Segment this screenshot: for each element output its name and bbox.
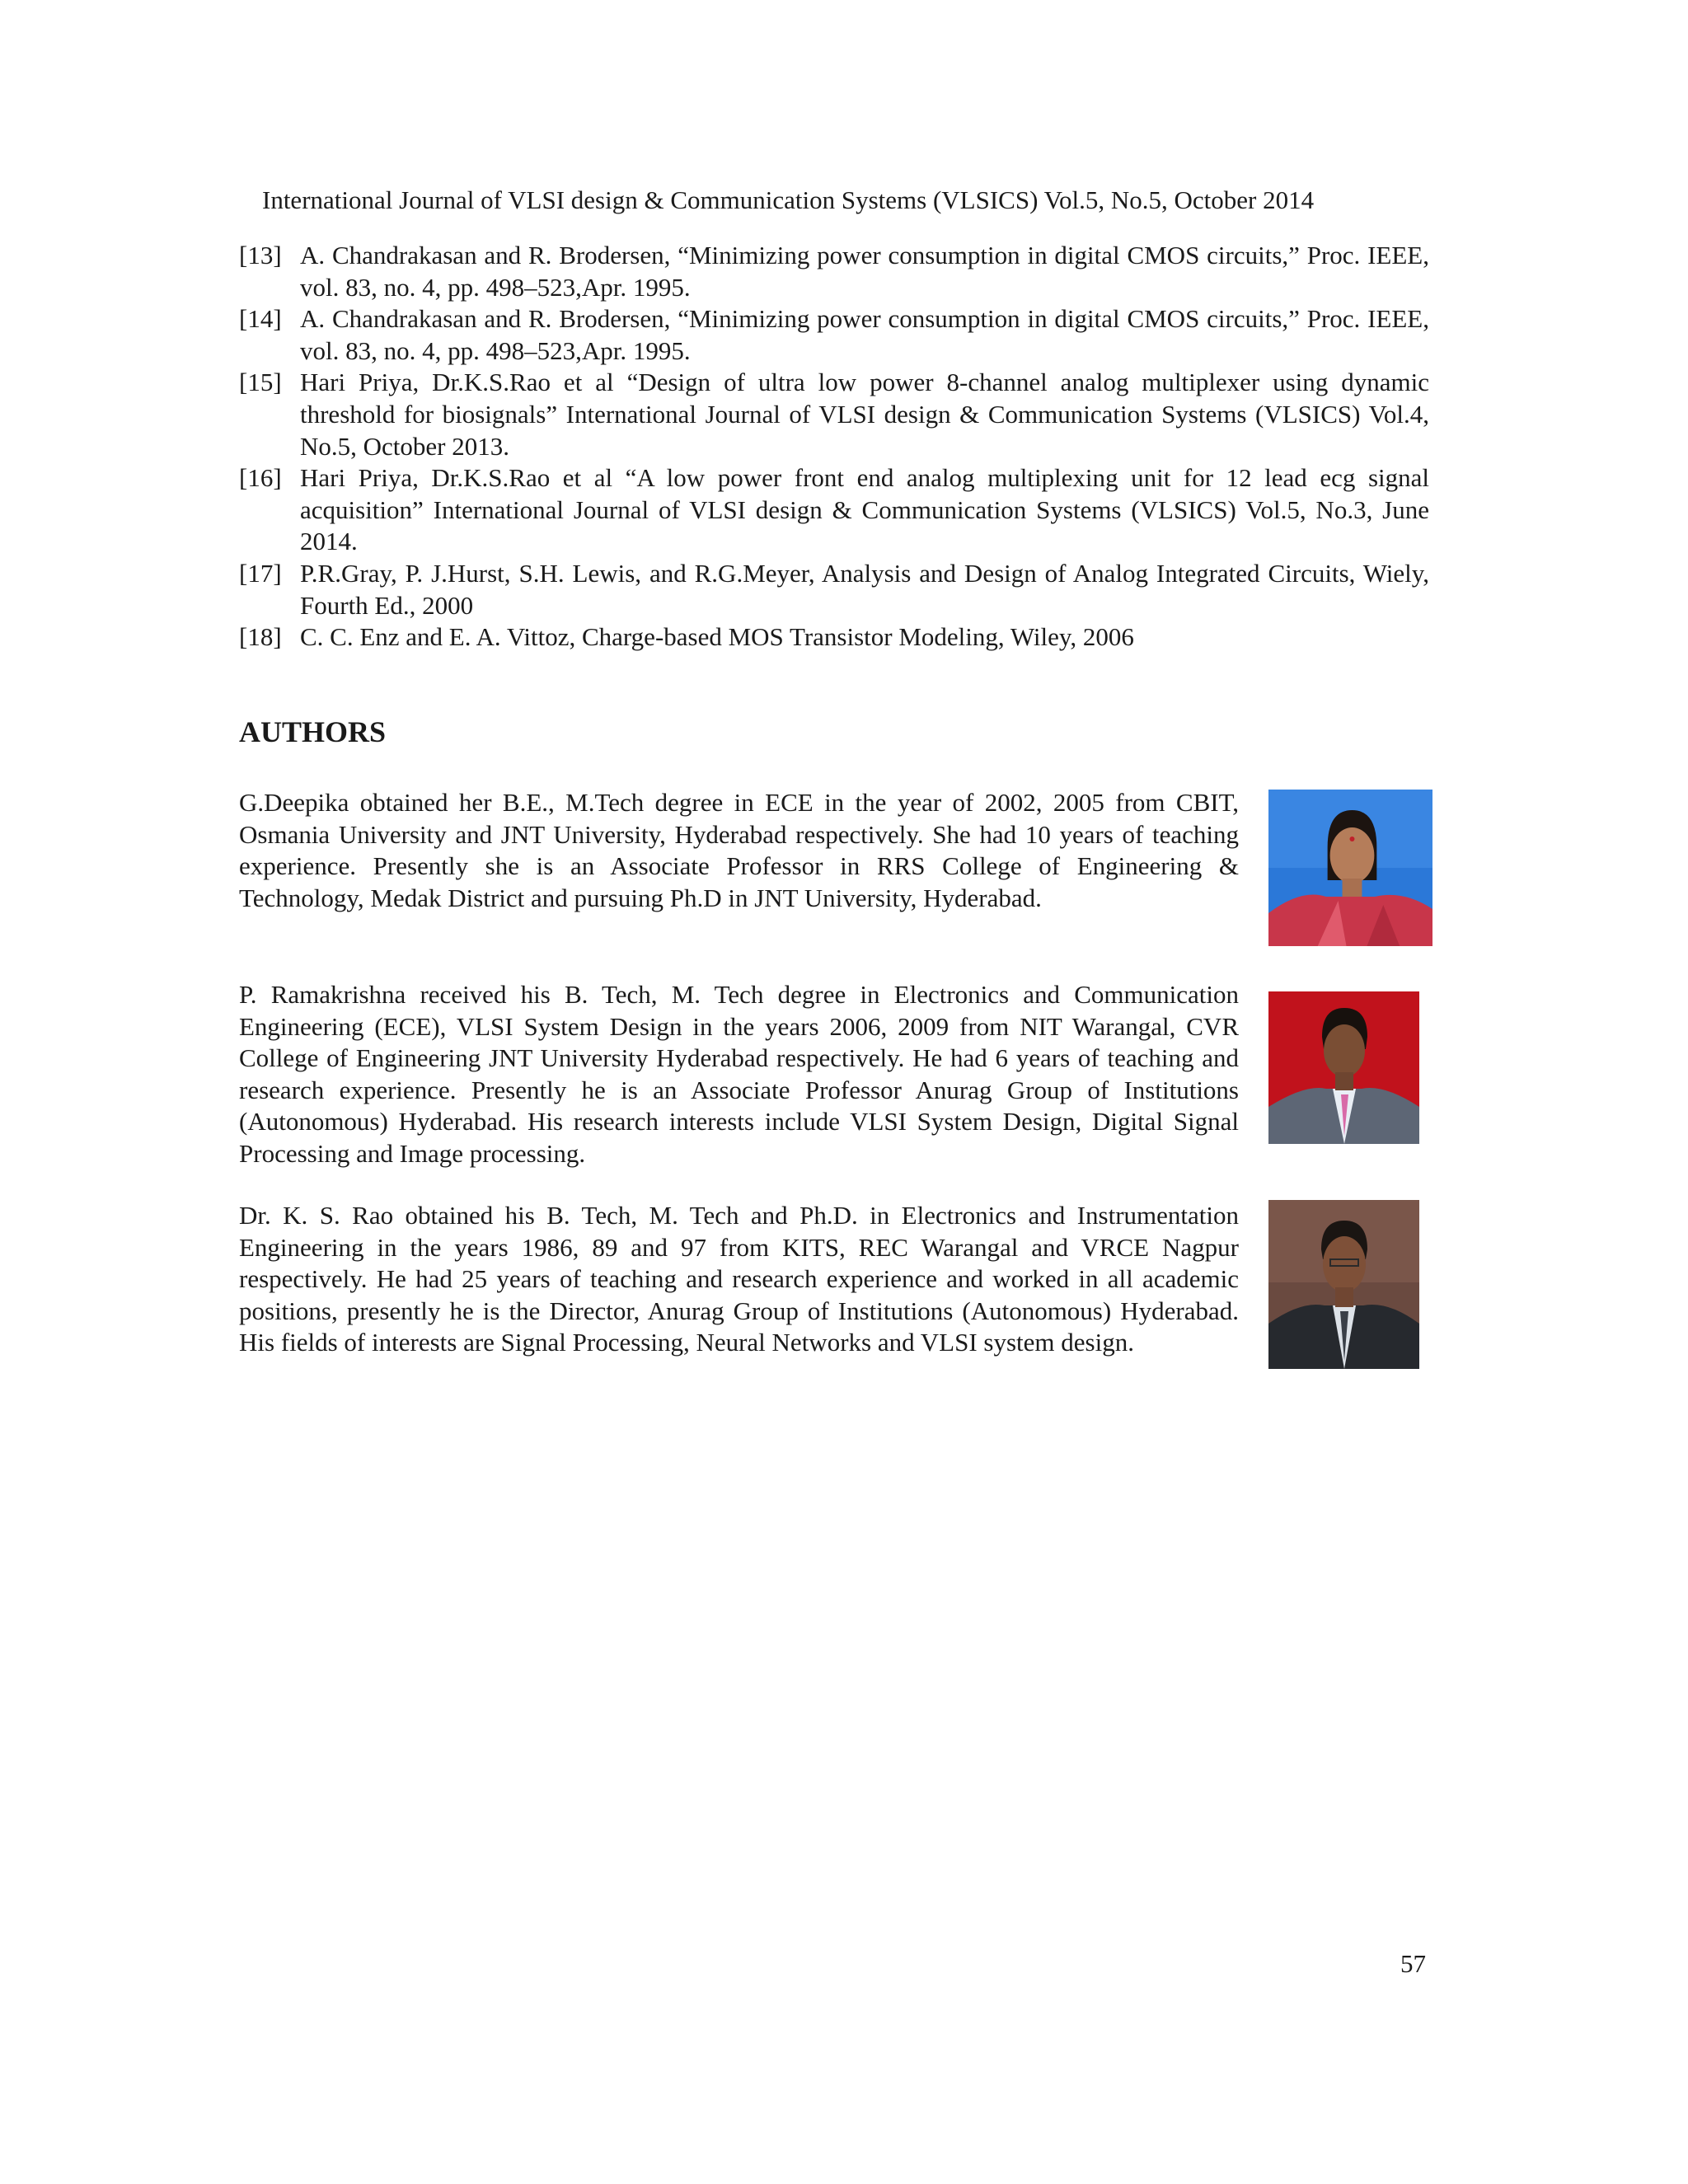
reference-item bbox=[239, 367, 1429, 462]
reference-item bbox=[239, 303, 1429, 367]
author-photo-ramakrishna bbox=[1268, 991, 1419, 1144]
reference-number: [15] bbox=[239, 368, 282, 397]
reference-number: [17] bbox=[239, 558, 282, 588]
reference-text: A. Chandrakasan and R. Brodersen, “Minimizing power consumption in digital CMOS circuits,” Proc. IEEE, vol. 83, no. 4, pp. 498–523,Apr. 1995. bbox=[300, 241, 1429, 302]
author-bio-deepika: G.Deepika obtained her B.E., M.Tech degree in ECE in the year of 2002, 2005 from CBIT, Osmania University and JNT University, Hyderabad respectively. She had 10 years of teaching experience. Presently she is an Associate Professor in RRS College of Engineering & Technology, Medak District and pursuing Ph.D in JNT University, Hyderabad. bbox=[239, 788, 1239, 912]
author-bio-rao: Dr. K. S. Rao obtained his B. Tech, M. Tech and Ph.D. in Electronics and Instrumentation Engineering in the years 1986, 89 and 97 from KITS, REC Warangal and VRCE Nagpur respectively. He had 25 years of teaching and research experience and worked in all academic positions, presently he is the Director, Anurag Group of Institutions (Autonomous) Hyderabad. His fields of interests are Signal Processing, Neural Networks and VLSI system design. bbox=[239, 1201, 1239, 1357]
reference-text: C. C. Enz and E. A. Vittoz, Charge-based MOS Transistor Modeling, Wiley, 2006 bbox=[300, 622, 1134, 652]
authors-heading: AUTHORS bbox=[239, 715, 387, 748]
reference-number: [13] bbox=[239, 241, 282, 269]
reference-number: [16] bbox=[239, 463, 282, 493]
running-header: International Journal of VLSI design & Communication Systems (VLSICS) Vol.5, No.5, October 2014 bbox=[262, 185, 1315, 214]
author-bio-ramakrishna: P. Ramakrishna received his B. Tech, M. Tech degree in Electronics and Communication Engineering (ECE), VLSI System Design in the years 2006, 2009 from NIT Warangal, CVR College of Engineering JNT University Hyderabad respectively. He had 6 years of teaching and research experience. Presently he is an Associate Professor Anurag Group of Institutions (Autonomous) Hyderabad. His research interests include VLSI System Design, Digital Signal Processing and Image processing. bbox=[239, 980, 1239, 1168]
author-photo-rao bbox=[1268, 1200, 1419, 1369]
reference-text: Hari Priya, Dr.K.S.Rao et al “Design of ultra low power 8-channel analog multiplexer using dynamic threshold for biosignals” International Journal of VLSI design & Communication Systems (VLSICS) Vol.4, No.5, October 2013. bbox=[300, 368, 1429, 461]
reference-number: [14] bbox=[239, 304, 282, 334]
reference-item bbox=[239, 558, 1429, 621]
reference-text: P.R.Gray, P. J.Hurst, S.H. Lewis, and R.G.Meyer, Analysis and Design of Analog Integrated Circuits, Wiely, Fourth Ed., 2000 bbox=[300, 558, 1429, 620]
page-number: 57 bbox=[1400, 1949, 1426, 1978]
reference-item bbox=[239, 621, 1429, 654]
reference-item bbox=[239, 240, 1429, 303]
reference-number: [18] bbox=[239, 622, 282, 652]
author-photo-deepika bbox=[1268, 790, 1432, 946]
reference-text: A. Chandrakasan and R. Brodersen, “Minimizing power consumption in digital CMOS circuits,” Proc. IEEE, vol. 83, no. 4, pp. 498–523,Apr. 1995. bbox=[300, 304, 1429, 365]
reference-list bbox=[239, 240, 1429, 654]
reference-item bbox=[239, 462, 1429, 558]
reference-text: Hari Priya, Dr.K.S.Rao et al “A low power front end analog multiplexing unit for 12 lead ecg signal acquisition” International Journal of VLSI design & Communication Systems (VLSICS) Vol.5, No.3, June 2014. bbox=[300, 463, 1429, 556]
